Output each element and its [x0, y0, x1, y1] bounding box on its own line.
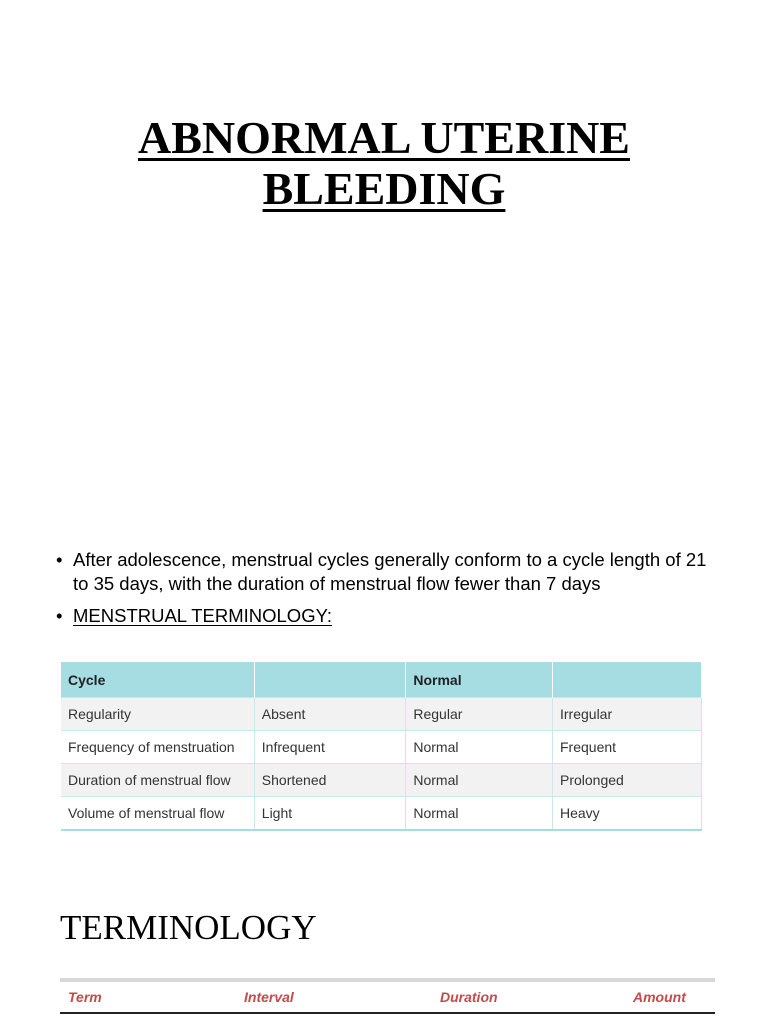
menstrual-terminology-label: MENSTRUAL TERMINOLOGY:: [73, 605, 333, 626]
bullet-cycle-length: • After adolescence, menstrual cycles generally conform to a cycle length of 21 to 35 days, with the duration of menstrual flow fewer than 7 days: [56, 548, 716, 596]
bullet-menstrual-terminology: [56, 604, 716, 628]
table-cell: Light: [254, 797, 406, 831]
header-blank-2: [553, 662, 702, 698]
slide-title: [0, 112, 768, 214]
table-cell: Regularity: [61, 698, 254, 731]
terminology-table: [60, 978, 715, 1024]
table-cell: Regular: [406, 698, 553, 731]
table-cell: Volume of menstrual flow: [61, 797, 254, 831]
table-cell: Irregular: [553, 698, 702, 731]
terminology-heading: TERMINOLOGY: [60, 908, 317, 947]
header-blank-1: [254, 662, 406, 698]
table-row: [61, 797, 702, 831]
table-cell: Normal: [406, 764, 553, 797]
title-line-1: ABNORMAL UTERINE: [137, 112, 630, 163]
table-cell: Infrequent: [254, 731, 406, 764]
title-line-2: BLEEDING: [262, 163, 506, 214]
table-cell: Prolonged: [553, 764, 702, 797]
table-cell: Duration of menstrual flow: [61, 764, 254, 797]
table-row: [61, 698, 702, 731]
table-cell: Shortened: [254, 764, 406, 797]
header-cycle: Cycle: [61, 662, 254, 698]
table-cell: Normal: [406, 797, 553, 831]
terminology-header-row: [60, 982, 715, 1014]
table-row: [61, 731, 702, 764]
header-amount: Amount: [633, 989, 686, 1005]
table-cell: Absent: [254, 698, 406, 731]
header-interval: Interval: [244, 989, 294, 1005]
table-cell: Heavy: [553, 797, 702, 831]
table-cell: Frequent: [553, 731, 702, 764]
menstrual-cycle-table: [61, 662, 702, 831]
table-cell: Frequency of menstruation: [61, 731, 254, 764]
bullet-list: [56, 548, 716, 636]
header-term: Term: [68, 989, 102, 1005]
header-normal: Normal: [406, 662, 553, 698]
table-cell: Normal: [406, 731, 553, 764]
table-row: [61, 764, 702, 797]
header-duration: Duration: [440, 989, 498, 1005]
table-header-row: [61, 662, 702, 698]
